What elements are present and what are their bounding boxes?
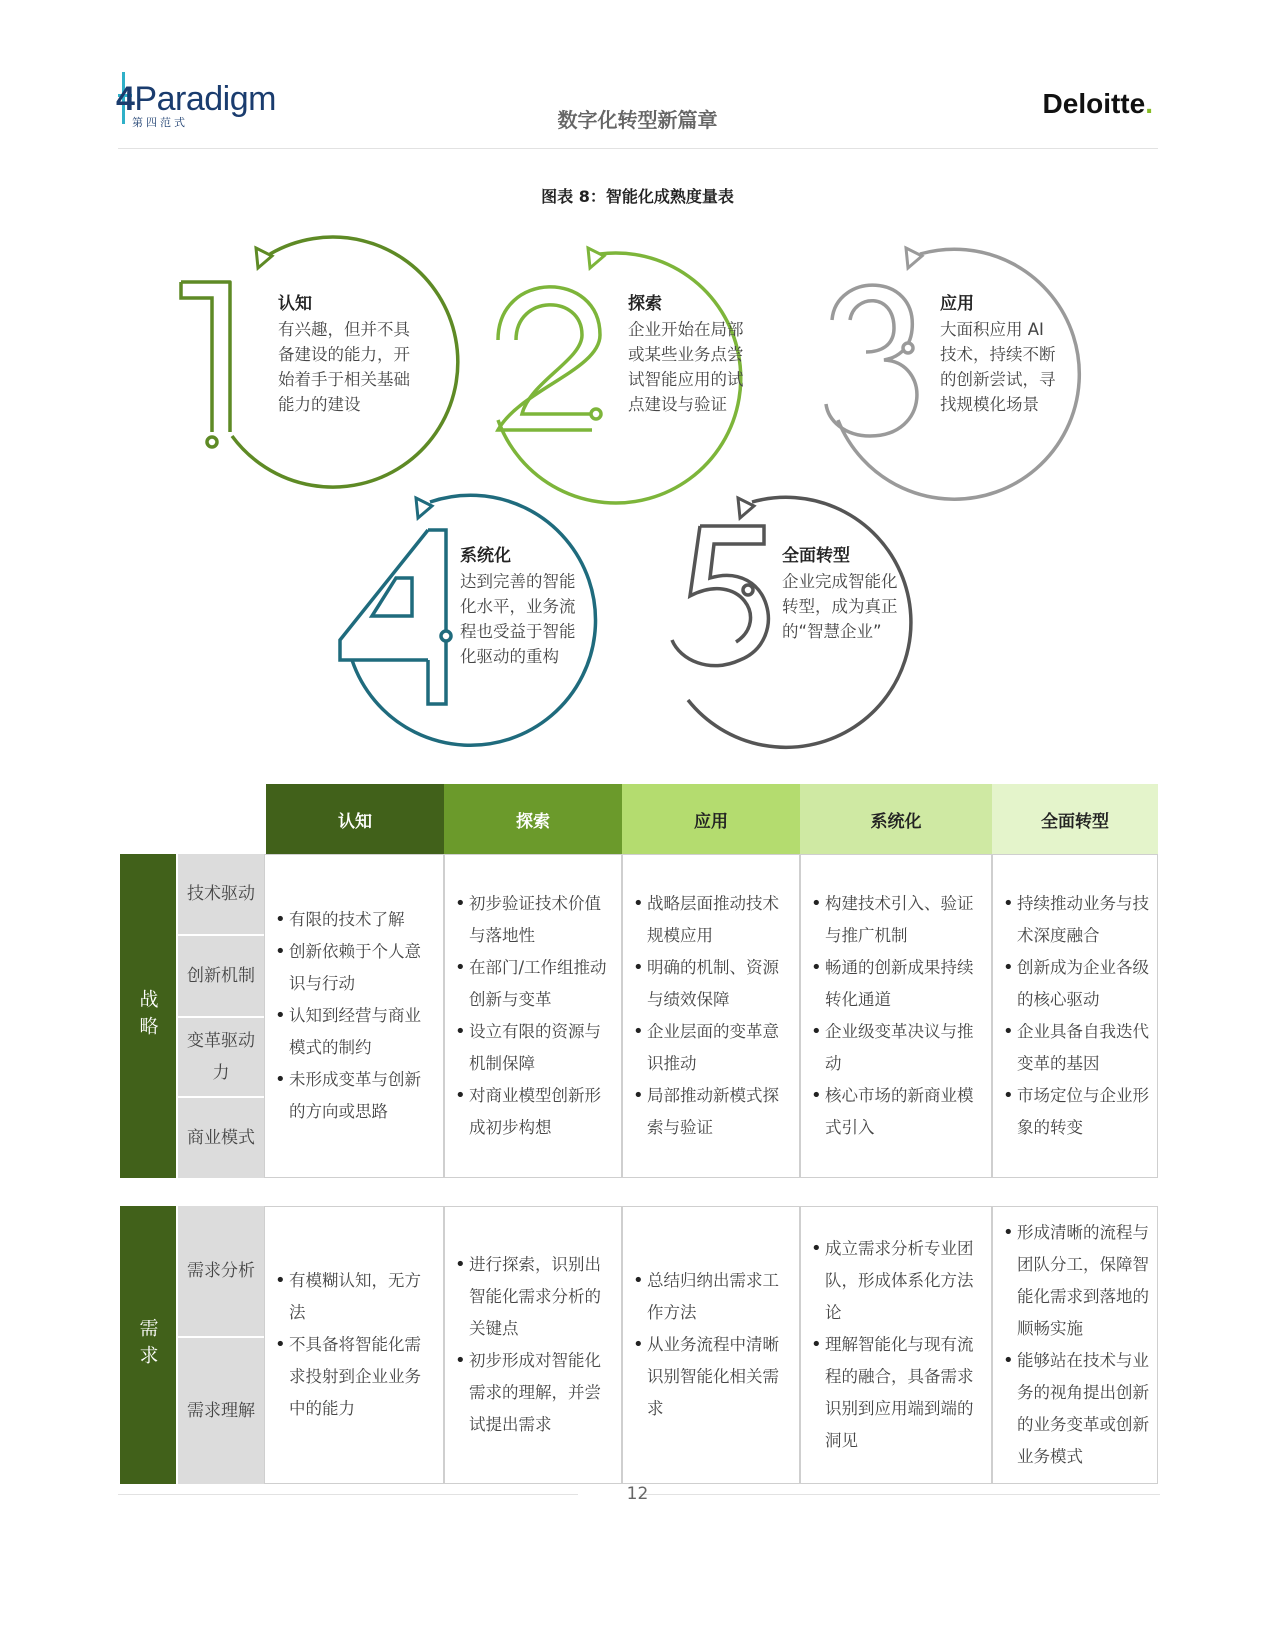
stage-5-line: 企业完成智能化: [782, 572, 898, 591]
list-item: • 对商业模型创新形成初步构想: [455, 1080, 613, 1144]
stage-5-line: 转型，成为真正: [782, 597, 898, 616]
list-item: • 认知到经营与商业模式的制约: [275, 1000, 435, 1064]
sub-label-text: 需求理解: [187, 1401, 255, 1421]
stage-2-title: 探索: [628, 294, 662, 314]
strategy-cell-exploration: [444, 854, 622, 1178]
list-item: • 设立有限的资源与机制保障: [455, 1016, 613, 1080]
stage-2-line: 或某些业务点尝: [628, 345, 744, 364]
list-item: • 形成清晰的流程与团队分工，保障智能化需求到落地的顺畅实施: [1003, 1217, 1149, 1345]
demand-cell-full-transformation: [992, 1206, 1158, 1484]
strategy-cell-systematization: [800, 854, 992, 1178]
document-title: 数字化转型新篇章: [557, 108, 718, 132]
sub-label-text: 创新机制: [187, 966, 255, 986]
list-item: • 明确的机制、资源与绩效保障: [633, 952, 791, 1016]
sub-label-innovation-mechanism: [178, 936, 264, 1016]
demand-cell-systematization: [800, 1206, 992, 1484]
list-item: • 进行探索，识别出智能化需求分析的关键点: [455, 1249, 613, 1345]
stage-3-text: [940, 292, 1056, 417]
list-item: • 能够站在技术与业务的视角提出创新的业务变革或创新业务模式: [1003, 1345, 1149, 1473]
sub-label-text: 技术驱动: [187, 884, 255, 904]
stage-2-line: 试智能应用的试: [628, 370, 744, 389]
stage-4-line: 程也受益于智能: [460, 622, 576, 641]
stage-4-line: 化驱动的重构: [460, 647, 559, 666]
sub-label-business-model: [178, 1098, 264, 1178]
list-item: • 未形成变革与创新的方向或思路: [275, 1064, 435, 1128]
list-item: • 初步验证技术价值与落地性: [455, 888, 613, 952]
stage-2-line: 点建设与验证: [628, 395, 727, 414]
group-label-strategy: 战略: [120, 854, 176, 1178]
stage-1-line: 备建设的能力，开: [278, 345, 410, 364]
list-item: • 局部推动新模式探索与验证: [633, 1080, 791, 1144]
stage-5-text: [782, 544, 898, 644]
figure-title: 图表 8：智能化成熟度量表: [541, 187, 734, 206]
page-number: 12: [626, 1484, 649, 1504]
demand-cell-application: [622, 1206, 800, 1484]
list-item: • 构建技术引入、验证与推广机制: [811, 888, 983, 952]
sub-label-demand-understanding: [178, 1338, 264, 1484]
stage-1-line: 始着手于相关基础: [278, 370, 410, 389]
list-item: • 初步形成对智能化需求的理解，并尝试提出需求: [455, 1345, 613, 1441]
sub-label-change-driver: [178, 1018, 264, 1096]
column-header-systematization: 系统化: [800, 784, 992, 854]
column-header-full-transformation: 全面转型: [992, 784, 1158, 854]
stage-1-text: [278, 292, 410, 417]
list-item: • 总结归纳出需求工作方法: [633, 1265, 791, 1329]
list-item: • 从业务流程中清晰识别智能化相关需求: [633, 1329, 791, 1425]
list-item: • 核心市场的新商业模式引入: [811, 1080, 983, 1144]
stage-3-line: 的创新尝试，寻: [940, 370, 1056, 389]
list-item: • 畅通的创新成果持续转化通道: [811, 952, 983, 1016]
sub-label-text: 需求分析: [187, 1261, 255, 1281]
list-item: • 企业级变革决议与推动: [811, 1016, 983, 1080]
stage-3-line: 技术，持续不断: [940, 345, 1056, 364]
stage-4-line: 化水平，业务流: [460, 597, 576, 616]
stage-5-title: 全面转型: [782, 546, 850, 566]
stage-3-title: 应用: [940, 294, 974, 314]
stage-1-line: 能力的建设: [278, 395, 361, 414]
strategy-cell-cognition: [264, 854, 444, 1178]
sub-label-text: 变革驱动力: [187, 1031, 255, 1083]
stage-4-title: 系统化: [460, 546, 511, 566]
list-item: • 有模糊认知，无方法: [275, 1265, 435, 1329]
list-item: • 战略层面推动技术规模应用: [633, 888, 791, 952]
column-header-application: 应用: [622, 784, 800, 854]
paradigm-logo: 4Paradigm: [116, 80, 276, 118]
stage-4-text: [460, 544, 576, 669]
stage-1-line: 有兴趣，但并不具: [278, 320, 410, 339]
group-label-demand: 需求: [120, 1206, 176, 1484]
stage-2-line: 企业开始在局部: [628, 320, 744, 339]
sub-label-tech-driven: [178, 854, 264, 934]
column-header-exploration: 探索: [444, 784, 622, 854]
demand-cell-exploration: [444, 1206, 622, 1484]
strategy-cell-application: [622, 854, 800, 1178]
list-item: • 不具备将智能化需求投射到企业业务中的能力: [275, 1329, 435, 1425]
column-header-cognition: 认知: [266, 784, 444, 854]
list-item: • 理解智能化与现有流程的融合，具备需求识别到应用端到端的洞见: [811, 1329, 983, 1457]
list-item: • 在部门/工作组推动创新与变革: [455, 952, 613, 1016]
list-item: • 企业具备自我迭代变革的基因: [1003, 1016, 1149, 1080]
deloitte-logo: Deloitte.: [1042, 88, 1153, 119]
sub-label-text: 商业模式: [187, 1128, 255, 1148]
stage-2-text: [628, 292, 744, 417]
stage-4-line: 达到完善的智能: [460, 572, 576, 591]
stage-5-line: 的“智慧企业”: [782, 622, 882, 641]
strategy-cell-full-transformation: [992, 854, 1158, 1178]
demand-cell-cognition: [264, 1206, 444, 1484]
paradigm-logo-subtitle: 第四范式: [132, 116, 188, 129]
list-item: • 有限的技术了解: [275, 904, 435, 936]
sub-label-demand-analysis: [178, 1206, 264, 1336]
stage-3-line: 大面积应用 AI: [940, 320, 1044, 339]
list-item: • 成立需求分析专业团队，形成体系化方法论: [811, 1233, 983, 1329]
stage-1-title: 认知: [278, 294, 312, 314]
list-item: • 持续推动业务与技术深度融合: [1003, 888, 1149, 952]
list-item: • 企业层面的变革意识推动: [633, 1016, 791, 1080]
list-item: • 创新成为企业各级的核心驱动: [1003, 952, 1149, 1016]
stage-3-line: 找规模化场景: [940, 395, 1039, 414]
list-item: • 创新依赖于个人意识与行动: [275, 936, 435, 1000]
list-item: • 市场定位与企业形象的转变: [1003, 1080, 1149, 1144]
